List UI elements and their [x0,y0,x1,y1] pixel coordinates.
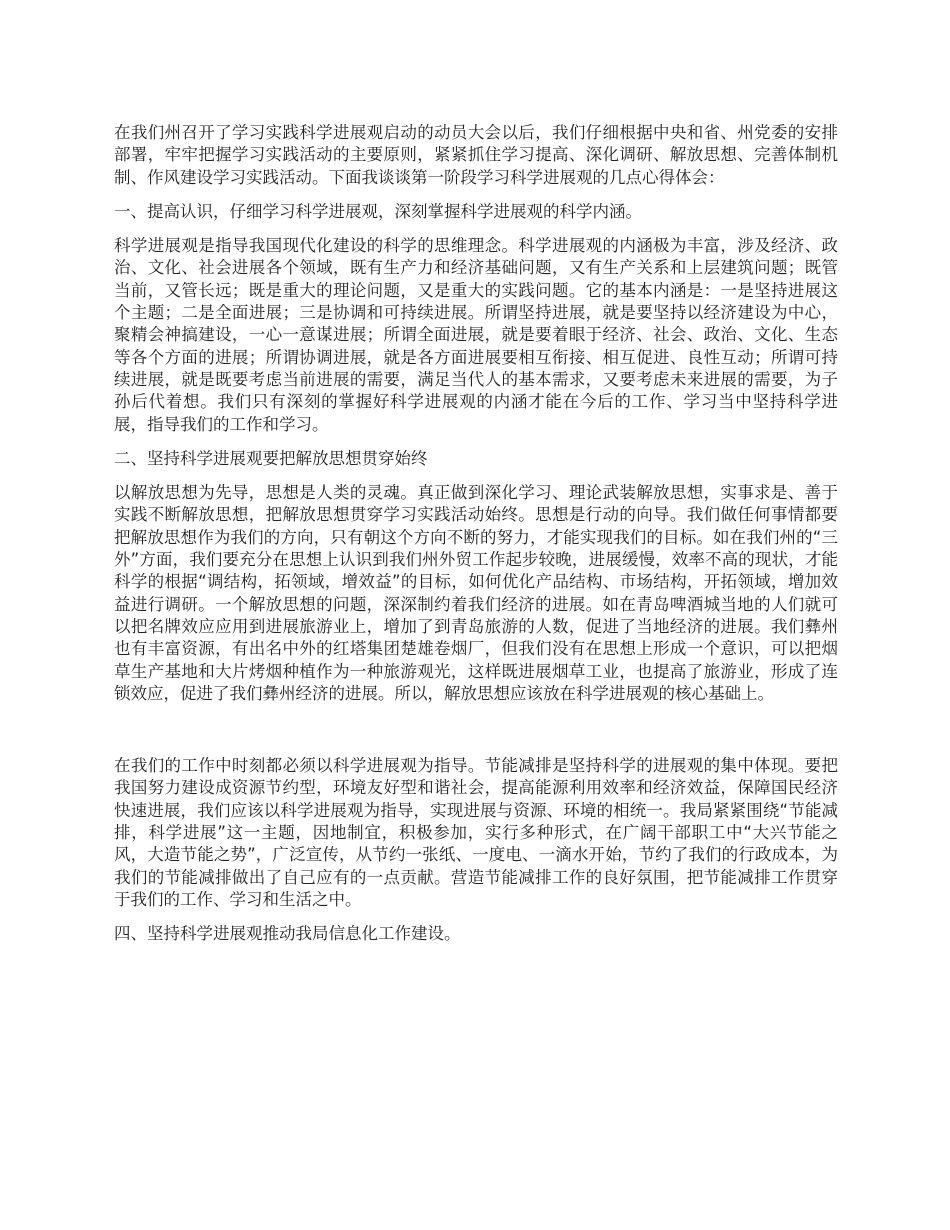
section-heading-1: 一、提高认识，仔细学习科学进展观，深刻掌握科学进展观的科学内涵。 [114,201,642,221]
section-heading-2: 二、坚持科学进展观要把解放思想贯穿始终 [114,448,428,468]
section-2-paragraph: 以解放思想为先导，思想是人类的灵魂。真正做到深化学习、理论武装解放思想，实事求是、善于实践不断解放思想，把解放思想贯穿学习实践活动始终。思想是行动的向导。我们做任何事情都要把解放思想作为我们的方向，只有朝这个方向不断的努力，才能实现我们的目标。如在我们州的“三外”方面，我们要充分在思想上认识到我们州外贸工作起步较晚，进展缓慢，效率不高的现状，才能科学的根据“调结构，拓领域，增效益”的目标，如何优化产品结构、市场结构，开拓领域，增加效益进行调研。一个解放思想的问题，深深制约着我们经济的进展。如在青岛啤酒城当地的人们就可以把名牌效应应用到进展旅游业上，增加了到青岛旅游的人数，促进了当地经济的进展。我们彝州也有丰富资源，有出名中外的红塔集团楚雄卷烟厂，但我们没有在思想上形成一个意识，可以把烟草生产基地和大片烤烟种植作为一种旅游观光，这样既进展烟草工业，也提高了旅游业，形成了连锁效应，促进了我们彝州经济的进展。所以，解放思想应该放在科学进展观的核心基础上。 [114,483,838,703]
section-3-paragraph: 在我们的工作中时刻都必须以科学进展观为指导。节能减排是坚持科学的进展观的集中体现。要把我国努力建设成资源节约型，环境友好型和谐社会，提高能源利用效率和经济效益，保障国民经济快速进展，我们应该以科学进展观为指导，实现进展与资源、环境的相统一。我局紧紧围绕“节能减排，科学进展”这一主题，因地制宜，积极参加，实行多种形式，在广阔干部职工中“大兴节能之风，大造节能之势”，广泛宣传，从节约一张纸、一度电、一滴水开始，节约了我们的行政成本，为我们的节能减排做出了自己应有的一点贡献。营造节能减排工作的良好氛围，把节能减排工作贯穿于我们的工作、学习和生活之中。 [114,756,838,909]
section-gap [114,717,838,755]
intro-paragraph: 在我们州召开了学习实践科学进展观启动的动员大会以后，我们仔细根据中央和省、州党委的安排部署，牢牢把握学习实践活动的主要原则，紧紧抓住学习提高、深化调研、解放思想、完善体制机制、作风建设学习实践活动。下面我谈谈第一阶段学习科学进展观的几点心得体会： [114,123,838,187]
section-heading-4: 四、坚持科学进展观推动我局信息化工作建设。 [114,924,461,944]
document-body [114,122,838,958]
section-1-paragraph: 科学进展观是指导我国现代化建设的科学的思维理念。科学进展观的内涵极为丰富，涉及经济、政治、文化、社会进展各个领域，既有生产力和经济基础问题，又有生产关系和上层建筑问题；既管当前，又管长远；既是重大的理论问题，又是重大的实践问题。它的基本内涵是：一是坚持进展这个主题；二是全面进展；三是协调和可持续进展。所谓坚持进展，就是要坚持以经济建设为中心，聚精会神搞建设，一心一意谋进展；所谓全面进展，就是要着眼于经济、社会、政治、文化、生态等各个方面的进展；所谓协调进展，就是各方面进展要相互衔接、相互促进、良性互动；所谓可持续进展，就是既要考虑当前进展的需要，满足当代人的基本需求，又要考虑未来进展的需要，为子孙后代着想。我们只有深刻的掌握好科学进展观的内涵才能在今后的工作、学习当中坚持科学进展，指导我们的工作和学习。 [114,236,838,434]
